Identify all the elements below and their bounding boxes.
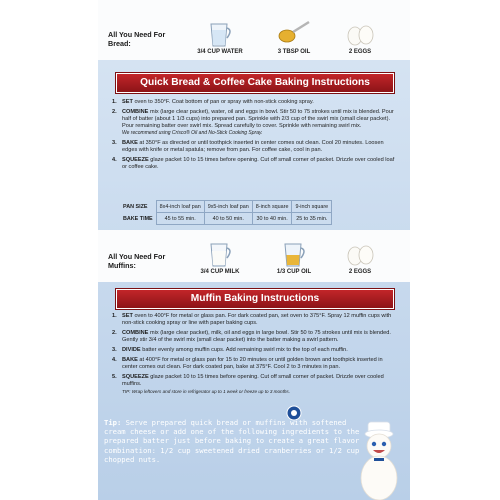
list-item: 3. BAKE at 350°F as directed or until toothpick inserted in center comes out clean. Cool 20 minutes. Loosen edges with knife or metal spatula; remove from pan. For coffee cake, cool in pan. xyxy=(112,140,384,153)
muffin-ingredients xyxy=(98,230,410,282)
package-panel xyxy=(98,0,410,500)
list-item: 1. SET oven to 400°F for metal or glass pan. For dark coated pan, set oven to 375°F. Spray 12 muffin cups with non-stick cooking spray or line with paper baking cups. xyxy=(112,313,392,326)
bread-ingredients xyxy=(98,0,410,60)
table-cell: 8x4-inch loaf pan xyxy=(156,201,204,213)
table-row xyxy=(120,213,332,225)
step-note: We recommend using Crisco® Oil and No-Stick Cooking Spray. xyxy=(122,130,263,136)
table-row xyxy=(120,201,332,213)
pan-size-label: PAN SIZE xyxy=(120,201,156,213)
table-cell: 8-inch square xyxy=(252,201,292,213)
table-cell: 30 to 40 min. xyxy=(252,213,292,225)
spoon-icon xyxy=(277,20,311,48)
list-item: 2. COMBINE mix (large clear packet), milk, oil and eggs in large bowl. Stir 50 to 75 strokes until mix is blended. Gently stir 3/4 of the swirl mix (small clear packet) into the batter making a swirl pattern. xyxy=(112,330,391,343)
serving-tip xyxy=(104,418,366,464)
ingredient-eggs xyxy=(324,240,396,275)
muffin-section-title: Muffin Baking Instructions xyxy=(116,289,394,309)
muffin-needs-label: All You Need For Muffins: xyxy=(108,252,166,270)
storage-tip: TIP: Wrap leftovers and store in refrigerator up to 1 week or freeze up to 3 months. xyxy=(122,389,291,394)
ingredient-caption: 3/4 CUP WATER xyxy=(197,49,243,55)
table-cell: 9x5-inch loaf pan xyxy=(204,201,252,213)
list-item: 4. SQUEEZE glaze packet 10 to 15 times before opening. Cut off small corner of packet. Drizzle over cooled loaf or coffee cake. xyxy=(112,157,395,170)
tip-text: Serve prepared quick bread or muffins with softened cream cheese or add one of the following ingredients to the prepared batter just before baking to create a great flavor combination: 1/2 cup sweetened dried cranberries or 1/2 cup chopped nuts. xyxy=(104,418,360,464)
measuring-cup-icon xyxy=(205,20,235,48)
list-item: 4. BAKE at 400°F for metal or glass pan for 15 to 20 minutes or until golden brown and toothpick inserted in center comes out clean. For dark coated pan, bake at 375°F. Cool 2 to 3 minutes in pan. xyxy=(112,357,383,370)
ingredient-oil xyxy=(258,240,330,275)
ingredient-caption: 3/4 CUP MILK xyxy=(200,269,240,275)
ingredient-milk xyxy=(184,240,256,275)
eggs-icon xyxy=(343,240,377,268)
bread-steps xyxy=(112,99,396,174)
bread-section-title: Quick Bread & Coffee Cake Baking Instructions xyxy=(116,73,394,93)
bread-needs-label: All You Need For Bread: xyxy=(108,30,166,48)
bake-time-label: BAKE TIME xyxy=(120,213,156,225)
table-cell: 40 to 50 min. xyxy=(204,213,252,225)
list-item: 5. SQUEEZE glaze packet 10 to 15 times before opening. Cut off small corner of packet. Drizzle over cooled muffins. TIP: Wrap leftovers and store in refrigerator up to 1 week or freeze up to 3 months. xyxy=(112,374,396,395)
bake-time-table xyxy=(120,200,332,225)
doughboy-mascot-icon xyxy=(354,420,406,500)
ingredient-caption: 2 EGGS xyxy=(348,49,372,55)
table-cell: 45 to 55 min. xyxy=(156,213,204,225)
ingredient-water xyxy=(184,20,256,55)
list-item: 2. COMBINE mix (large clear packet), water, oil and eggs in bowl. Stir 50 to 75 strokes until mix is blended. Pour half of batter (about 1 1/3 cups) into prepared pan. Sprinkle with 2/3 cup of the swirl mix (small clear packet). Pour remaining batter over swirl mix. Spread carefully to cover. Sprinkle with remaining swirl mix. We recommend using Crisco® Oil and No-Stick Cooking Spray. xyxy=(112,109,396,137)
ingredient-caption: 2 EGGS xyxy=(348,269,372,275)
muffin-steps xyxy=(112,313,396,398)
ingredient-caption: 3 TBSP OIL xyxy=(277,49,311,55)
eggs-icon xyxy=(343,20,377,48)
list-item: 3. DIVIDE batter evenly among muffin cups. Add remaining swirl mix to the top of each muffin. xyxy=(112,347,348,353)
table-cell: 25 to 35 min. xyxy=(292,213,332,225)
oil-cup-icon xyxy=(279,240,309,268)
list-item: 1. SET oven to 350°F. Coat bottom of pan or spray with non-stick cooking spray. xyxy=(112,99,314,105)
ingredient-oil xyxy=(258,20,330,55)
table-cell: 9-inch square xyxy=(292,201,332,213)
ingredient-eggs xyxy=(324,20,396,55)
tip-label: Tip: xyxy=(104,418,122,427)
measuring-cup-icon xyxy=(205,240,235,268)
ingredient-caption: 1/3 CUP OIL xyxy=(276,269,312,275)
